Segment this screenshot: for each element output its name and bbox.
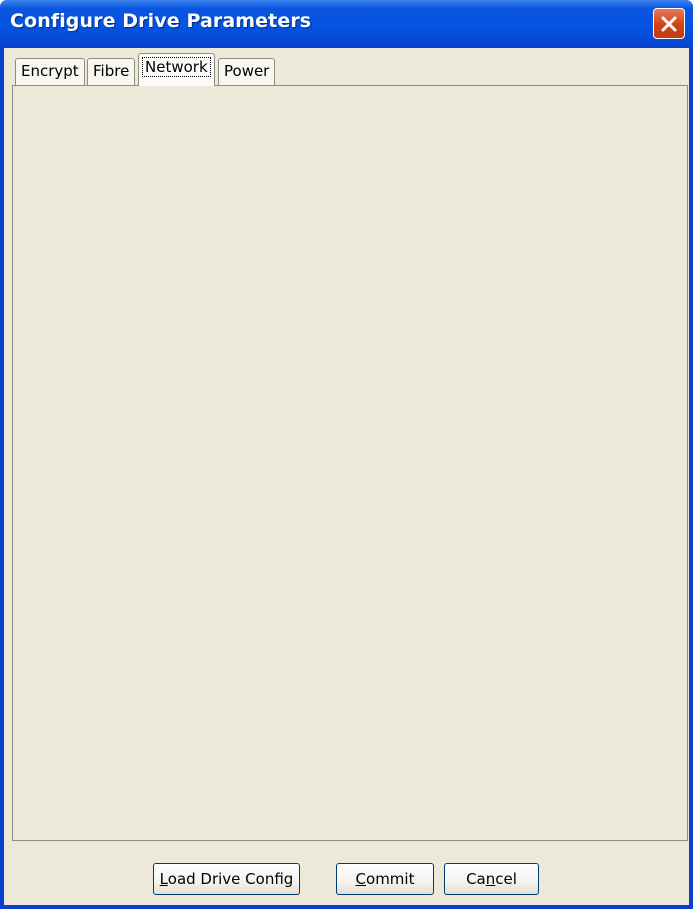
dialog-client-area: [4, 48, 689, 905]
tab-fibre-label: Fibre: [93, 62, 130, 80]
tab-network-label: Network: [142, 57, 211, 77]
tab-power-label: Power: [224, 62, 270, 80]
tab-network[interactable]: [138, 53, 215, 86]
commit-button[interactable]: [336, 863, 434, 895]
tab-encrypt-label: Encrypt: [21, 62, 79, 80]
tab-fibre[interactable]: [87, 58, 135, 85]
network-tab-panel: [12, 85, 688, 841]
cancel-label: Cancel: [466, 870, 517, 888]
commit-label: Commit: [355, 870, 415, 888]
title-bar[interactable]: [0, 0, 693, 48]
tab-encrypt[interactable]: [15, 58, 85, 85]
tab-power[interactable]: [218, 58, 275, 85]
load-drive-config-button[interactable]: [153, 863, 300, 895]
load-drive-config-label: Load Drive Config: [159, 870, 294, 888]
close-button[interactable]: [653, 8, 685, 39]
window-title: Configure Drive Parameters: [10, 10, 312, 32]
cancel-button[interactable]: [444, 863, 539, 895]
close-icon: [660, 15, 678, 33]
